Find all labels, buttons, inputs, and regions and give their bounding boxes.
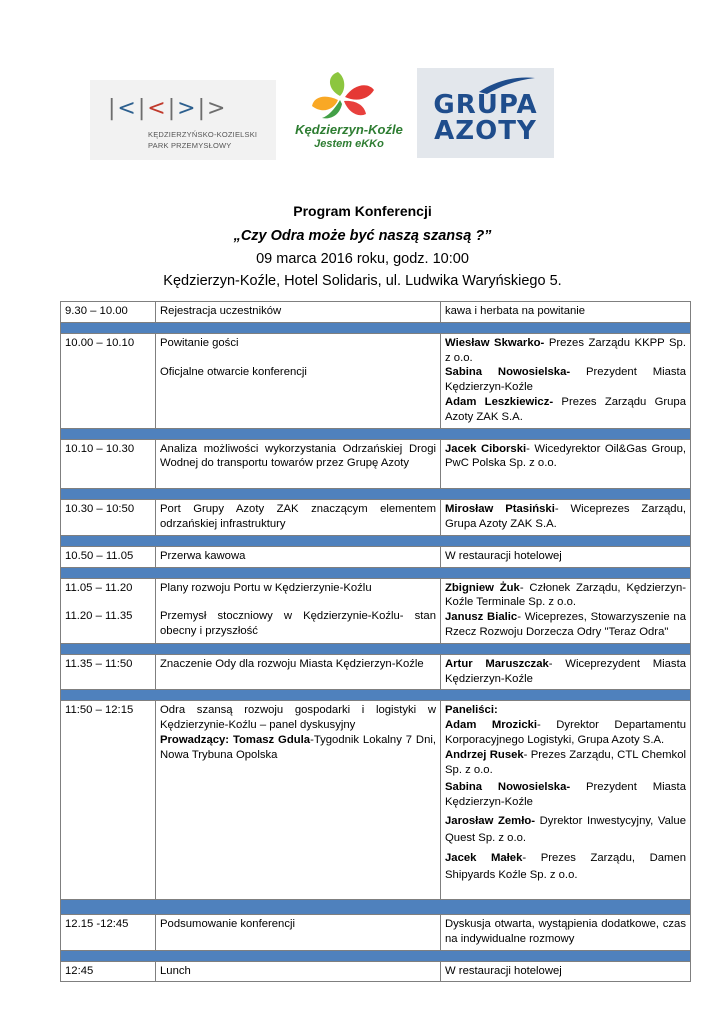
topic-cell [156,578,441,643]
speaker-name: Jarosław Zemło- [445,814,536,827]
table-row [61,333,691,428]
speaker-name: Jacek Ciborski [445,442,527,455]
topic-cell [156,333,441,428]
speakers-cell [441,654,691,690]
kedzierzyn-kozle-logo [288,70,406,162]
table-row [61,961,691,982]
logos-strip [0,68,725,160]
speaker-name: Sabina Nowosielska- [445,781,571,794]
info-cell: Dyskusja otwarta, wystąpienia dodatkowe, czas na indywidualne rozmowy [441,914,691,950]
speaker-role: - Dyrektor Departamentu Korporacyjnego Logistyki, Grupa Azoty S.A. [445,719,686,746]
panelists-cell [441,701,691,900]
document-title: Program Konferencji [293,203,432,219]
topic-cell: Podsumowanie konferencji [156,914,441,950]
time-cell: 10.00 – 10.10 [61,333,156,428]
speaker-role: - Wicedyrektor Oil&Gas Group, PwC Polska Sp. z o.o. [445,442,686,470]
table-row [61,701,691,900]
speaker-name: Adam Leszkiewicz- [445,395,554,408]
row-separator [61,950,691,961]
topic-cell: Lunch [156,961,441,982]
time-text: 11.20 – 11.35 [65,610,133,623]
table-row [61,302,691,323]
speaker-role: - Wiceprezes, Stowarzyszenie na Rzecz Rozwoju Dorzecza Odry "Teraz Odra" [445,611,686,638]
ksse-line-1: KĘDZIERZYŃSKO-KOZIELSKI [148,130,258,139]
topic-cell: Rejestracja uczestników [156,302,441,323]
conference-date: 09 marca 2016 roku, godz. 10:00 [256,251,469,267]
speakers-cell [441,578,691,643]
speaker-role: Prezydent Miasta Kędzierzyn-Koźle [445,781,686,809]
topic-cell: Analiza możliwości wykorzystania Odrzańskiej Drogi Wodnej do transportu towarów przez Grupę Azoty [156,439,441,489]
kedzierzyn-logo-slogan: Jestem eKKo [314,138,384,150]
speaker-name: Zbigniew Żuk [445,581,520,594]
table-row [61,546,691,567]
time-cell: 10.10 – 10.30 [61,439,156,489]
row-separator [61,322,691,333]
row-separator [61,489,691,500]
table-row [61,914,691,950]
time-cell: 11:50 – 12:15 [61,701,156,900]
time-cell: 10.50 – 11.05 [61,546,156,567]
info-cell: kawa i herbata na powitanie [441,302,691,323]
conference-subtitle: „Czy Odra może być naszą szansą ?” [233,228,492,244]
kedzierzyn-logo-text: Kędzierzyn-Koźle [295,122,403,137]
speaker-name: Jacek Małek [445,851,523,864]
grupa-azoty-logo [417,68,554,158]
time-cell: 12.15 -12:45 [61,914,156,950]
conference-place: Kędzierzyn-Koźle, Hotel Solidaris, ul. Ludwika Waryńskiego 5. [163,273,562,289]
speaker-role: - Prezes Zarządu, Damen Shipyards Koźle Sp. z o.o. [445,851,687,881]
speaker-role: Prezes Zarządu Grupa Azoty ZAK S.A. [445,395,686,423]
azoty-text-2: AZOTY [434,116,537,146]
speaker-role: - Członek Zarządu, Kędzierzyn-Koźle Terminale Sp. z o.o. [445,581,686,609]
leaf-icon [288,70,406,122]
row-separator [61,428,691,439]
speaker-role: - Wiceprezydent Miasta Kędzierzyn-Koźle [445,657,687,685]
topic-text: Oficjalne otwarcie konferencji [160,365,307,378]
info-cell: W restauracji hotelowej [441,961,691,982]
program-table [60,301,691,982]
topic-text: Plany rozwoju Portu w Kędzierzynie-Koźlu [160,581,372,594]
table-row [61,578,691,643]
speaker-name: Adam Mrozicki [445,719,538,732]
row-separator [61,643,691,654]
speaker-role: Prezes Zarządu KKPP Sp. z o.o. [445,336,686,364]
speaker-role: - Prezes Zarządu, CTL Chemkol Sp. z o.o. [445,748,686,776]
time-cell [61,578,156,643]
topic-text: Powitanie gości [160,336,239,349]
table-row [61,500,691,536]
info-cell: W restauracji hotelowej [441,546,691,567]
time-text: 11.05 – 11.20 [65,581,133,594]
ksse-line-2: PARK PRZEMYSŁOWY [148,141,232,150]
ksse-mark-icon: |<|<|>|> [108,96,228,121]
topic-text: Przemysł stoczniowy w Kędzierzynie-Koźlu- stan obecny i przyszłość [160,610,436,638]
topic-cell [156,701,441,900]
topic-cell: Przerwa kawowa [156,546,441,567]
row-separator [61,567,691,578]
speaker-name: Artur Maruszczak [445,657,549,670]
time-cell: 10.30 – 10:50 [61,500,156,536]
table-row [61,654,691,690]
topic-cell: Port Grupy Azoty ZAK znaczącym elementem odrzańskiej infrastruktury [156,500,441,536]
speaker-name: Janusz Bialic [445,611,518,624]
speaker-name: Mirosław Ptasiński [445,503,555,516]
speakers-cell [441,439,691,489]
panelists-label: Paneliści: [445,704,498,717]
speaker-role: - Wiceprezes Zarządu, Grupa Azoty ZAK S.A. [445,503,686,530]
time-cell: 12:45 [61,961,156,982]
row-separator [61,899,691,914]
azoty-text-1: GRUPA [433,90,538,120]
row-separator [61,535,691,546]
table-row [61,439,691,489]
topic-cell: Znaczenie Ody dla rozwoju Miasta Kędzierzyn-Koźle [156,654,441,690]
ksse-logo [90,80,276,160]
moderator-label: Prowadzący: Tomasz Gdula [160,733,311,746]
row-separator [61,690,691,701]
speaker-name: Wiesław Skwarko- [445,336,545,349]
moderator-role: -Tygodnik Lokalny 7 Dni, Nowa Trybuna Opolska [160,733,436,761]
topic-text: Odra szansą rozwoju gospodarki i logistyki w Kędzierzynie-Koźlu – panel dyskusyjny [160,704,436,732]
speakers-cell [441,333,691,428]
time-cell: 9.30 – 10.00 [61,302,156,323]
speakers-cell [441,500,691,536]
speaker-name: Sabina Nowosielska- [445,366,571,379]
time-cell: 11.35 – 11:50 [61,654,156,690]
speaker-role: Dyrektor Inwestycyjny, Value Quest Sp. z o.o. [445,814,686,844]
speaker-role: Prezydent Miasta Kędzierzyn-Koźle [445,366,686,394]
speaker-name: Andrzej Rusek [445,748,524,761]
